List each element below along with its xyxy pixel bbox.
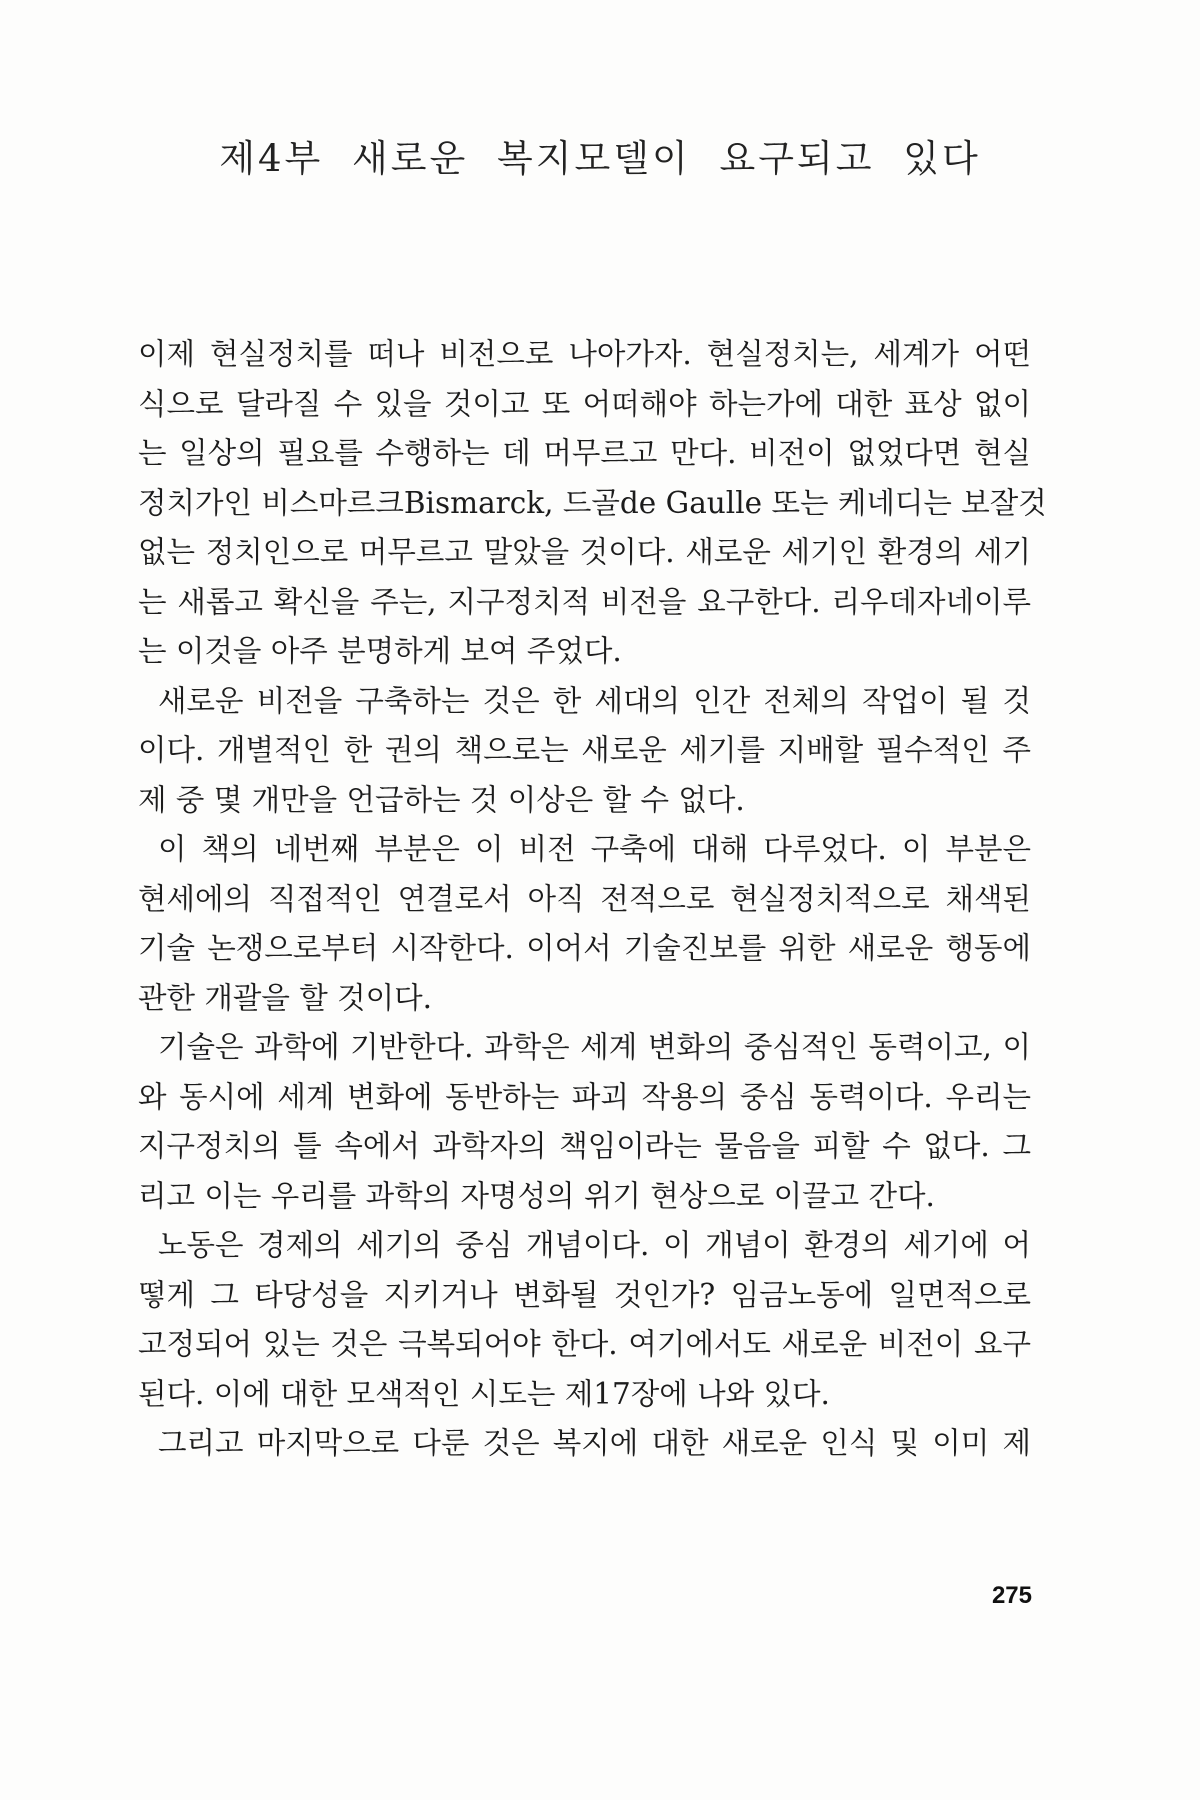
text-line: 식으로 달라질 수 있을 것이고 또 어떠해야 하는가에 대한 표상 없이 [138,386,1031,421]
text-line: 리고 이는 우리를 과학의 자명성의 위기 현상으로 이끌고 간다. [138,1178,935,1213]
text-line: 지구정치의 틀 속에서 과학자의 책임이라는 물음을 피할 수 없다. 그 [138,1129,1031,1163]
text-line: 이다. 개별적인 한 권의 책으로는 새로운 세기를 지배할 필수적인 주 [138,733,1031,767]
text-line: 관한 개괄을 할 것이다. [138,980,432,1015]
text-line: 와 동시에 세계 변화에 동반하는 파괴 작용의 중심 동력이다. 우리는 [138,1079,1031,1114]
text-line: 떻게 그 타당성을 지키거나 변화될 것인가? 임금노동에 일면적으로 [138,1277,1031,1312]
text-line: 제 중 몇 개만을 언급하는 것 이상은 할 수 없다. [138,782,745,817]
text-line: 이 책의 네번째 부분은 이 비전 구축에 대해 다루었다. 이 부분은 [158,832,1031,866]
text-line: 는 일상의 필요를 수행하는 데 머무르고 만다. 비전이 없었다면 현실 [138,436,1031,470]
chapter-title: 제4부 새로운 복지모델이 요구되고 있다 [219,137,981,180]
body-text [138,330,1047,1469]
text-line: 정치가인 비스마르크Bismarck, 드골de Gaulle 또는 케네디는 보잘것 [138,485,1047,520]
text-line: 현세에의 직접적인 연결로서 아직 전적으로 현실정치적으로 채색된 [138,881,1031,916]
page-number: 275 [991,1582,1032,1609]
text-line: 새로운 비전을 구축하는 것은 한 세대의 인간 전체의 작업이 될 것 [158,683,1031,718]
text-line: 는 새롭고 확신을 주는, 지구정치적 비전을 요구한다. 리우데자네이루 [138,584,1031,619]
text-line: 기술은 과학에 기반한다. 과학은 세계 변화의 중심적인 동력이고, 이 [158,1030,1031,1064]
text-line: 없는 정치인으로 머무르고 말았을 것이다. 새로운 세기인 환경의 세기 [138,535,1031,569]
text-line: 이제 현실정치를 떠나 비전으로 나아가자. 현실정치는, 세계가 어떤 [138,337,1031,371]
text-line: 된다. 이에 대한 모색적인 시도는 제17장에 나와 있다. [138,1376,830,1411]
text-line: 는 이것을 아주 분명하게 보여 주었다. [138,634,622,668]
text-line: 고정되어 있는 것은 극복되어야 한다. 여기에서도 새로운 비전이 요구 [138,1327,1031,1361]
text-line: 노동은 경제의 세기의 중심 개념이다. 이 개념이 환경의 세기에 어 [158,1228,1031,1262]
text-line: 기술 논쟁으로부터 시작한다. 이어서 기술진보를 위한 새로운 행동에 [138,931,1031,965]
text-line: 그리고 마지막으로 다룬 것은 복지에 대한 새로운 인식 및 이미 제 [158,1426,1031,1460]
